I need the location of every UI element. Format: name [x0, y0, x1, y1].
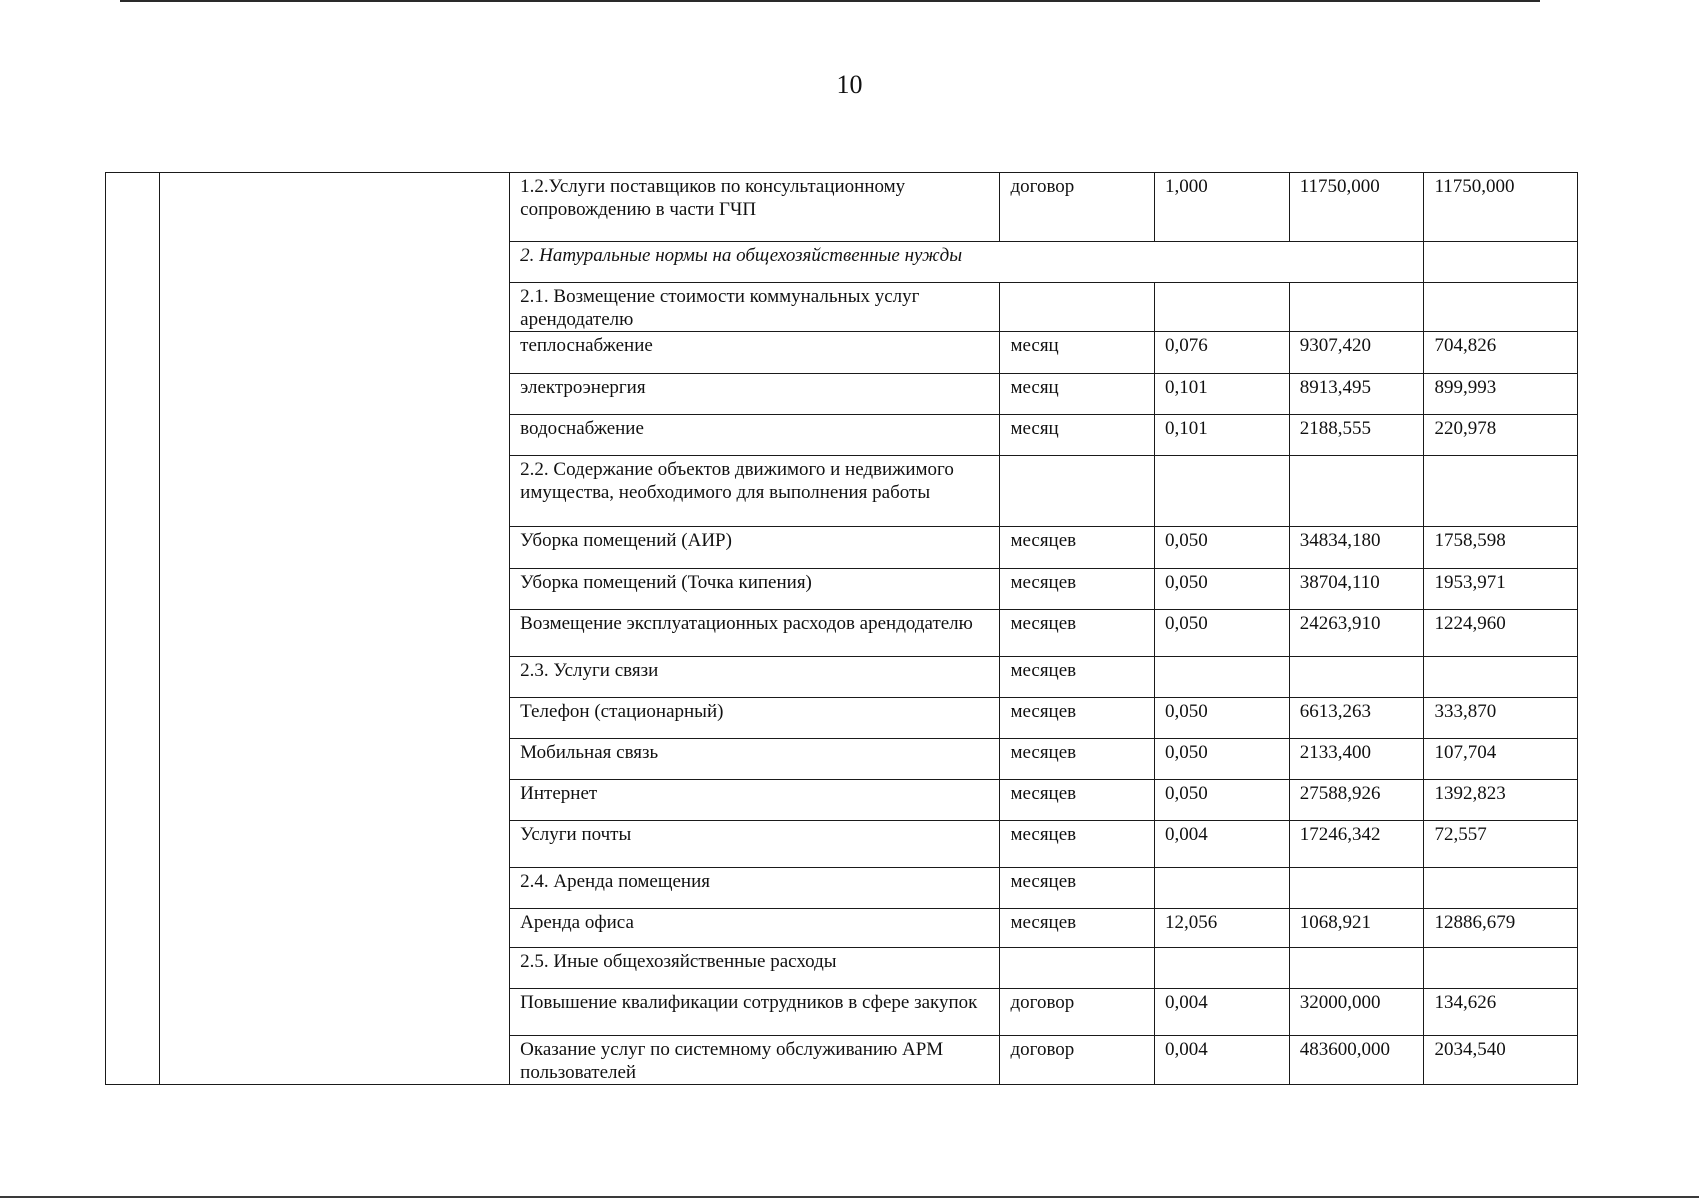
- cell-name: Уборка помещений (АИР): [510, 527, 1000, 569]
- cell-name: Телефон (стационарный): [510, 698, 1000, 739]
- cell-name: 2.3. Услуги связи: [510, 657, 1000, 698]
- cell-quantity: 0,076: [1155, 332, 1290, 374]
- cell-quantity: 0,050: [1155, 739, 1290, 780]
- norms-table: [105, 172, 1578, 1085]
- cell-name: 2.2. Содержание объектов движимого и недвижимого имущества, необходимого для выполнения работы: [510, 456, 1000, 527]
- cell-price: [1289, 948, 1424, 989]
- cell-unit: месяцев: [1000, 657, 1155, 698]
- cell-price: 9307,420: [1289, 332, 1424, 374]
- cell-unit: месяцев: [1000, 569, 1155, 610]
- cell-price: [1289, 657, 1424, 698]
- cell-total: 220,978: [1424, 415, 1578, 456]
- cell-price: [1289, 283, 1424, 332]
- cell-quantity: 12,056: [1155, 909, 1290, 948]
- empty-column-number: [106, 173, 160, 1085]
- cell-quantity: 1,000: [1155, 173, 1290, 242]
- cell-total: 72,557: [1424, 821, 1578, 868]
- cell-price: [1289, 456, 1424, 527]
- cell-total: 12886,679: [1424, 909, 1578, 948]
- cell-total: 2034,540: [1424, 1036, 1578, 1085]
- cell-name: электроэнергия: [510, 374, 1000, 415]
- cell-name: Уборка помещений (Точка кипения): [510, 569, 1000, 610]
- cell-quantity: [1155, 948, 1290, 989]
- cell-unit: месяц: [1000, 415, 1155, 456]
- cell-quantity: [1155, 657, 1290, 698]
- cell-price: 34834,180: [1289, 527, 1424, 569]
- cell-total: 704,826: [1424, 332, 1578, 374]
- cell-unit: месяцев: [1000, 821, 1155, 868]
- cell-unit: [1000, 948, 1155, 989]
- cell-total: [1424, 948, 1578, 989]
- cell-unit: месяцев: [1000, 868, 1155, 909]
- cell-name: Оказание услуг по системному обслуживанию АРМ пользователей: [510, 1036, 1000, 1085]
- cell-price: 6613,263: [1289, 698, 1424, 739]
- cell-unit: договор: [1000, 989, 1155, 1036]
- cell-unit: договор: [1000, 173, 1155, 242]
- scan-edge-bottom: [0, 1196, 1699, 1198]
- cell-price: 483600,000: [1289, 1036, 1424, 1085]
- cell-unit: договор: [1000, 1036, 1155, 1085]
- cell-price: [1289, 868, 1424, 909]
- cell-quantity: 0,050: [1155, 780, 1290, 821]
- empty-column-description: [160, 173, 510, 1085]
- scan-edge-top: [120, 0, 1540, 2]
- table-row: [106, 173, 1578, 242]
- cell-name: 2.4. Аренда помещения: [510, 868, 1000, 909]
- table-body: [106, 173, 1578, 1085]
- cell-name: Возмещение эксплуатационных расходов арендодателю: [510, 610, 1000, 657]
- cell-unit: месяц: [1000, 374, 1155, 415]
- cell-quantity: 0,004: [1155, 1036, 1290, 1085]
- cell-unit: месяцев: [1000, 909, 1155, 948]
- cell-price: 1068,921: [1289, 909, 1424, 948]
- cell-total: [1424, 657, 1578, 698]
- cell-quantity: 0,101: [1155, 415, 1290, 456]
- norms-table-container: [105, 172, 1578, 1085]
- cell-total: 1224,960: [1424, 610, 1578, 657]
- cell-total: 11750,000: [1424, 173, 1578, 242]
- cell-name: Аренда офиса: [510, 909, 1000, 948]
- cell-quantity: 0,050: [1155, 698, 1290, 739]
- cell-quantity: 0,101: [1155, 374, 1290, 415]
- cell-name: водоснабжение: [510, 415, 1000, 456]
- cell-unit: месяцев: [1000, 780, 1155, 821]
- cell-total: [1424, 868, 1578, 909]
- cell-total: 333,870: [1424, 698, 1578, 739]
- cell-total: [1424, 456, 1578, 527]
- cell-unit: месяцев: [1000, 698, 1155, 739]
- cell-name: Повышение квалификации сотрудников в сфере закупок: [510, 989, 1000, 1036]
- cell-total: 1758,598: [1424, 527, 1578, 569]
- cell-price: 32000,000: [1289, 989, 1424, 1036]
- cell-quantity: [1155, 868, 1290, 909]
- cell-quantity: [1155, 283, 1290, 332]
- cell-total: 1392,823: [1424, 780, 1578, 821]
- cell-quantity: 0,004: [1155, 821, 1290, 868]
- cell-name: Мобильная связь: [510, 739, 1000, 780]
- cell-name: Интернет: [510, 780, 1000, 821]
- cell-total: 134,626: [1424, 989, 1578, 1036]
- cell-total: 107,704: [1424, 739, 1578, 780]
- cell-price: 11750,000: [1289, 173, 1424, 242]
- cell-total: 1953,971: [1424, 569, 1578, 610]
- cell-quantity: [1155, 456, 1290, 527]
- cell-name: теплоснабжение: [510, 332, 1000, 374]
- cell-price: 2188,555: [1289, 415, 1424, 456]
- cell-name: 1.2.Услуги поставщиков по консультационному сопровождению в части ГЧП: [510, 173, 1000, 242]
- cell-total: [1424, 283, 1578, 332]
- cell-quantity: 0,004: [1155, 989, 1290, 1036]
- cell-price: 27588,926: [1289, 780, 1424, 821]
- cell-total: 899,993: [1424, 374, 1578, 415]
- cell-unit: [1000, 283, 1155, 332]
- cell-price: 38704,110: [1289, 569, 1424, 610]
- cell-unit: месяцев: [1000, 610, 1155, 657]
- cell-unit: месяцев: [1000, 739, 1155, 780]
- cell-price: 17246,342: [1289, 821, 1424, 868]
- cell-unit: [1000, 456, 1155, 527]
- cell-unit: месяцев: [1000, 527, 1155, 569]
- cell-name: 2.5. Иные общехозяйственные расходы: [510, 948, 1000, 989]
- cell-name: Услуги почты: [510, 821, 1000, 868]
- cell-quantity: 0,050: [1155, 527, 1290, 569]
- cell-name: 2.1. Возмещение стоимости коммунальных услуг арендодателю: [510, 283, 1000, 332]
- page-number: 10: [836, 70, 863, 99]
- cell-price: 2133,400: [1289, 739, 1424, 780]
- cell-price: 24263,910: [1289, 610, 1424, 657]
- cell-unit: месяц: [1000, 332, 1155, 374]
- cell-price: 8913,495: [1289, 374, 1424, 415]
- section-header: 2. Натуральные нормы на общехозяйственные нужды: [510, 242, 1424, 283]
- cell-quantity: 0,050: [1155, 610, 1290, 657]
- cell-quantity: 0,050: [1155, 569, 1290, 610]
- cell-total: [1424, 242, 1578, 283]
